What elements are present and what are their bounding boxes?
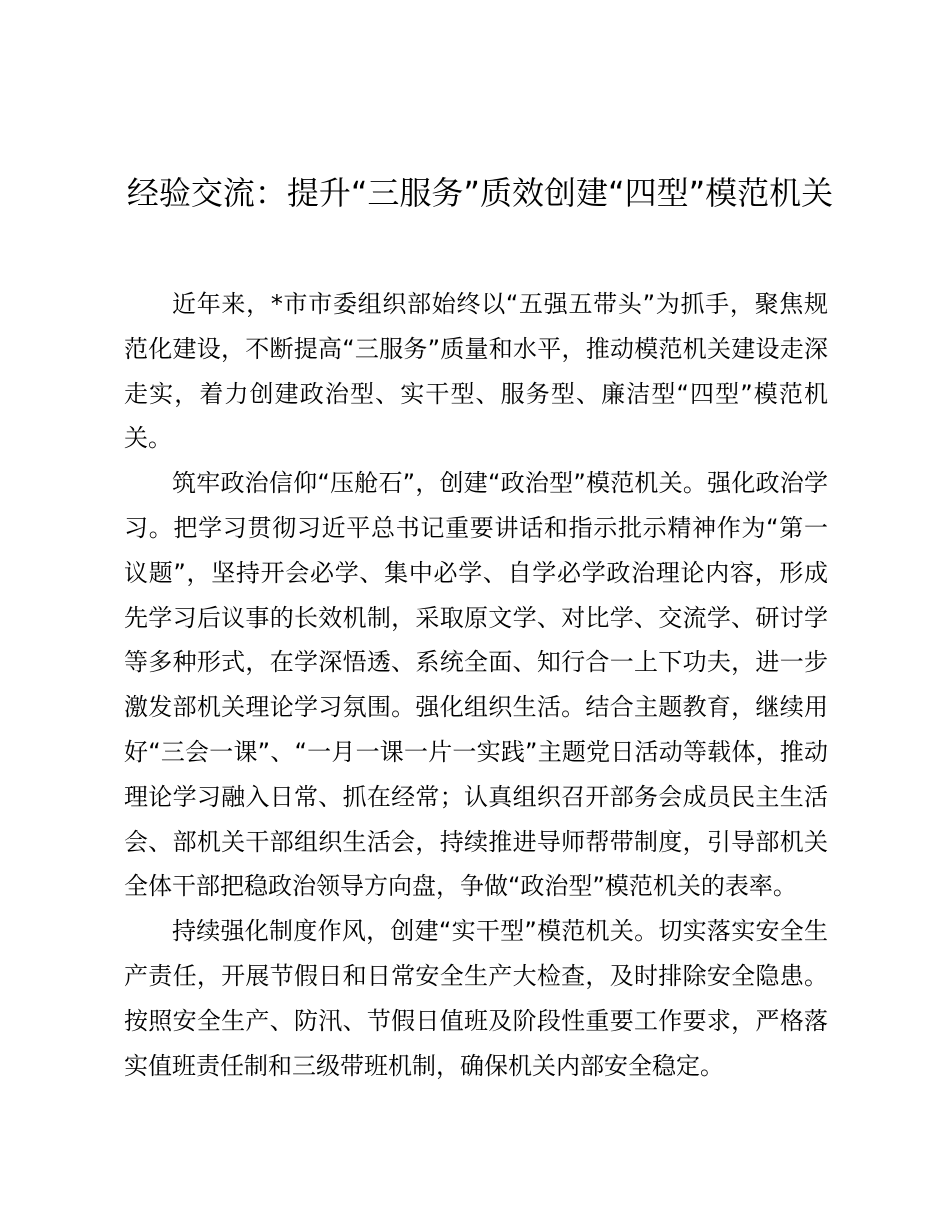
paragraph-practical: 持续强化制度作风，创建“实干型”模范机关。切实落实安全生产责任，开展节假日和日常安全生产大检查，及时排除安全隐患。按照安全生产、防汛、节假日值班及阶段性重要工作要求，严格落实值班责任制和三级带班机制，确保机关内部安全稳定。 <box>124 917 828 1080</box>
document-body <box>124 282 828 1088</box>
paragraph-political: 筑牢政治信仰“压舱石”，创建“政治型”模范机关。强化政治学习。把学习贯彻习近平总书记重要讲话和指示批示精神作为“第一议题”，坚持开会必学、集中必学、自学必学政治理论内容，形成先学习后议事的长效机制，采取原文学、对比学、交流学、研讨学等多种形式，在学深悟透、系统全面、知行合一上下功夫，进一步激发部机关理论学习氛围。强化组织生活。结合主题教育，继续用好“三会一课”、“一月一课一片一实践”主题党日活动等载体，推动理论学习融入日常、抓在经常；认真组织召开部务会成员民主生活会、部机关干部组织生活会，持续推进导师帮带制度，引导部机关全体干部把稳政治领导方向盘，争做“政治型”模范机关的表率。 <box>124 469 828 901</box>
paragraph-intro: 近年来，*市市委组织部始终以“五强五带头”为抓手，聚焦规范化建设，不断提高“三服务”质量和水平，推动模范机关建设走深走实，着力创建政治型、实干型、服务型、廉洁型“四型”模范机关。 <box>124 290 828 453</box>
document-title: 经验交流：提升“三服务”质效创建“四型”模范机关 <box>126 174 834 212</box>
